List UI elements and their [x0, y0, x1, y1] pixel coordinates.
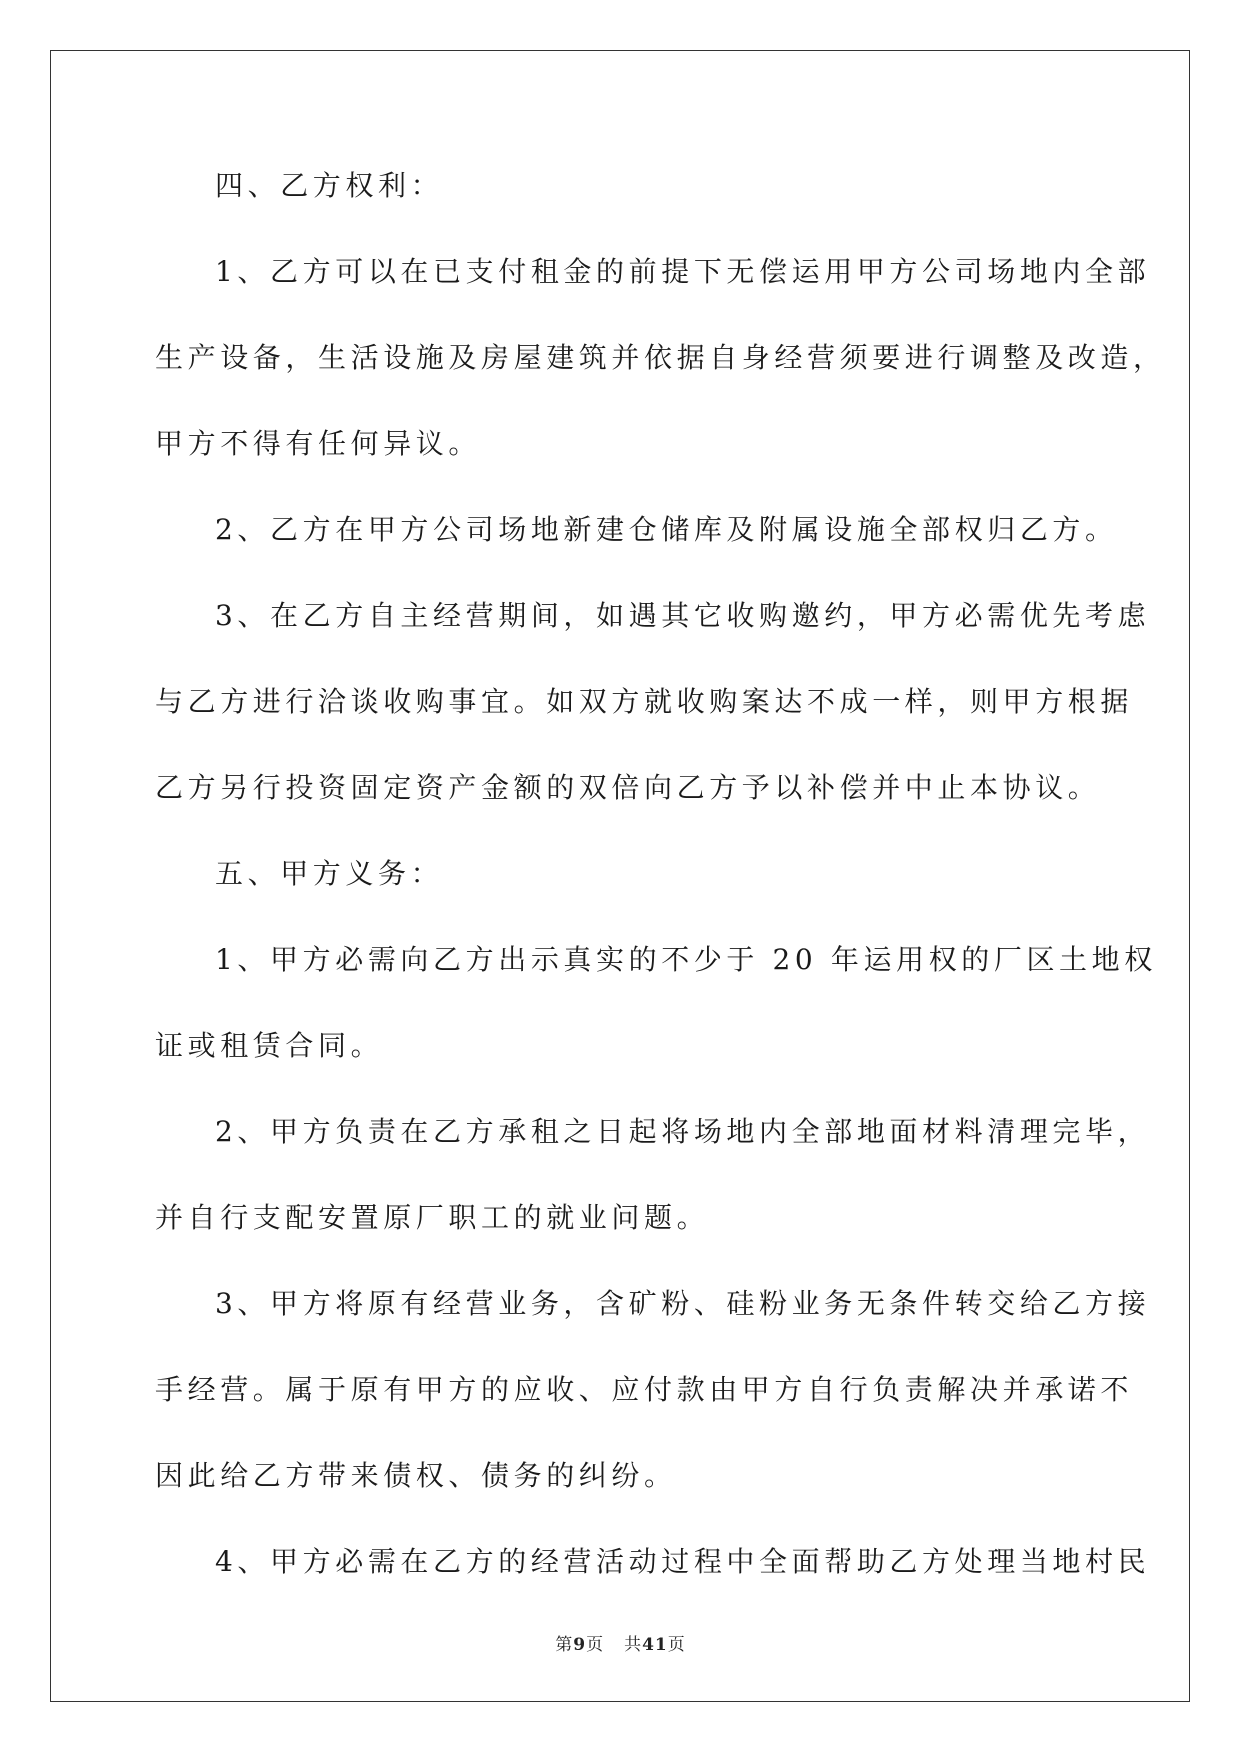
text-line: 并自行支配安置原厂职工的就业问题。 [155, 1201, 710, 1234]
footer-total-prefix: 共 [624, 1635, 643, 1655]
text-line: 乙方另行投资固定资产金额的双倍向乙方予以补偿并中止本协议。 [155, 771, 1101, 804]
document-body [155, 163, 1166, 1625]
text-line: 四、乙方权利： [215, 169, 444, 202]
text-line: 3、甲方将原有经营业务，含矿粉、硅粉业务无条件转交给乙方接 [215, 1287, 1151, 1320]
text-line: 4、甲方必需在乙方的经营活动过程中全面帮助乙方处理当地村民 [215, 1545, 1151, 1578]
footer-total-pages: 41 [642, 1635, 668, 1655]
page-footer [0, 1630, 1241, 1655]
text-line: 与乙方进行洽谈收购事宜。如双方就收购案达不成一样，则甲方根据 [155, 685, 1134, 718]
footer-page-number: 9 [573, 1635, 587, 1655]
footer-total-suffix: 页 [667, 1635, 686, 1655]
footer-prefix: 第 [555, 1635, 574, 1655]
text-line: 2、甲方负责在乙方承租之日起将场地内全部地面材料清理完毕， [215, 1115, 1151, 1148]
text-line: 生产设备，生活设施及房屋建筑并依据自身经营须要进行调整及改造， [155, 341, 1166, 374]
text-line: 1、甲方必需向乙方出示真实的不少于 20 年运用权的厂区土地权 [215, 943, 1157, 976]
text-line: 五、甲方义务： [215, 857, 444, 890]
text-line: 手经营。属于原有甲方的应收、应付款由甲方自行负责解决并承诺不 [155, 1373, 1134, 1406]
text-line: 2、乙方在甲方公司场地新建仓储库及附属设施全部权归乙方。 [215, 513, 1118, 546]
footer-page-suffix: 页 [586, 1635, 605, 1655]
text-line: 甲方不得有任何异议。 [155, 427, 482, 460]
text-line: 证或租赁合同。 [155, 1029, 384, 1062]
text-line: 因此给乙方带来债权、债务的纠纷。 [155, 1459, 677, 1492]
text-line: 3、在乙方自主经营期间，如遇其它收购邀约，甲方必需优先考虑 [215, 599, 1151, 632]
text-line: 1、乙方可以在已支付租金的前提下无偿运用甲方公司场地内全部 [215, 255, 1151, 288]
